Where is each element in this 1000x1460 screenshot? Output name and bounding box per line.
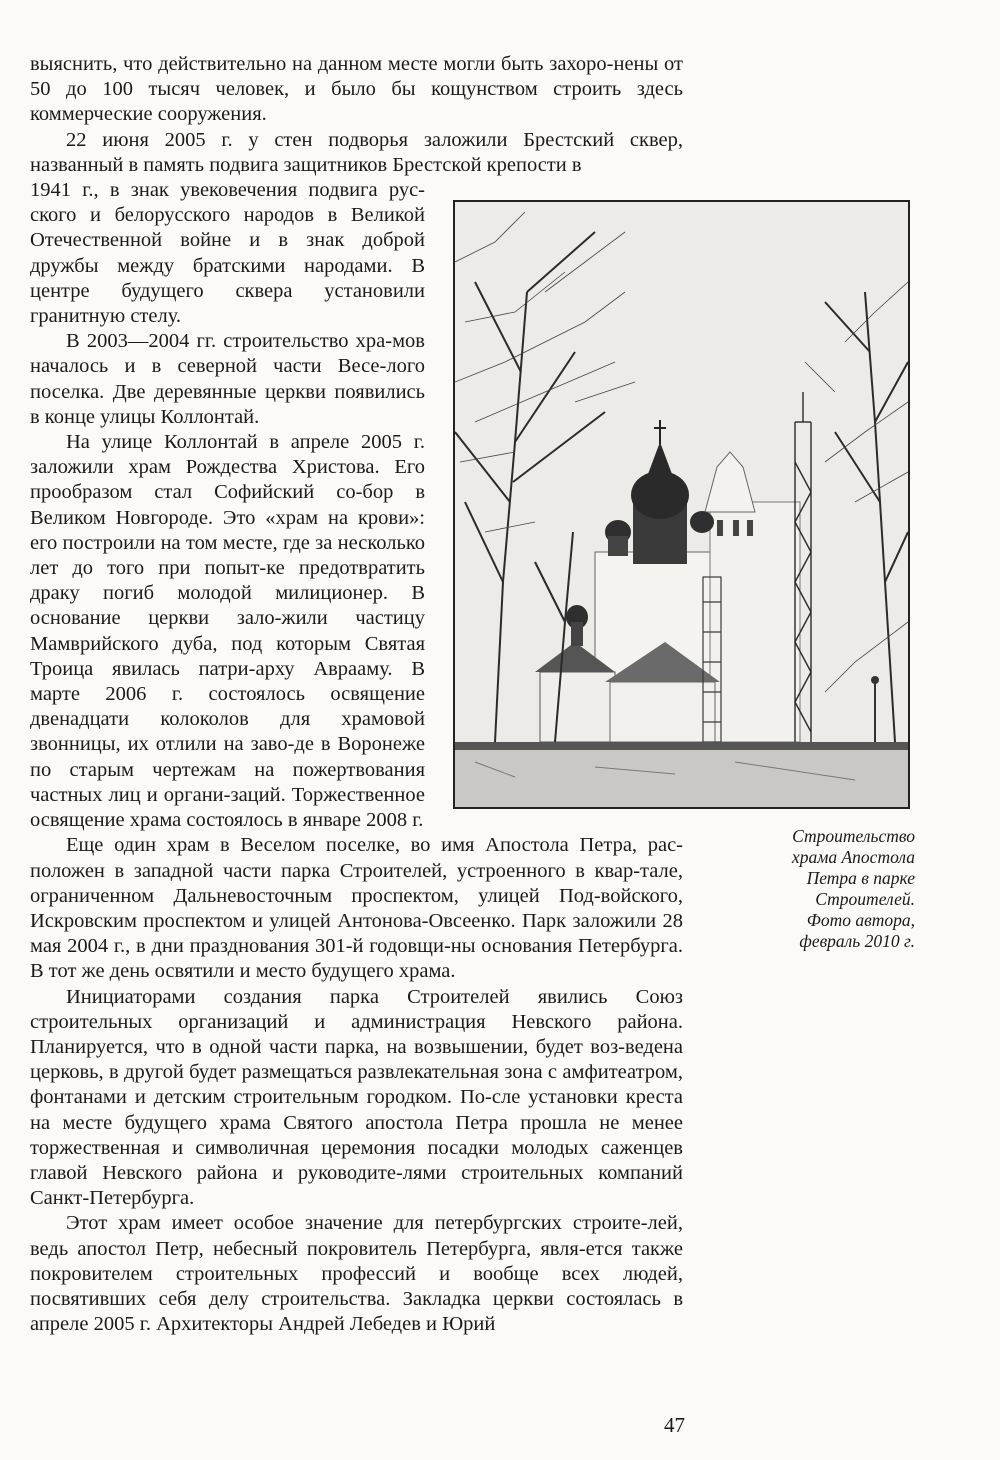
caption-line: храма Апостола xyxy=(791,847,915,867)
paragraph-1: выяснить, что действительно на данном месте могли быть захоро-нены от 50 до 100 тысяч человек, и было бы кощунством строить здесь коммерческие сооружения. xyxy=(30,53,683,126)
paragraph-5: Еще один храм в Веселом поселке, во имя Апостола Петра, рас-положен в западной части парка Строителей, устроенного в квар-тале, ограниченном Дальневосточным проспектом, улицей Под-войского, Искровским проспектом и улицей Антонова-Овсеенко. Парк заложили 28 мая 2004 г., в дни празднования 301-й годовщи-ны основания Петербурга. В тот же день освятили и место будущего храма. xyxy=(30,834,683,983)
photo-illustration xyxy=(455,202,908,807)
paragraph-2-full-width: 22 июня 2005 г. у стен подворья заложили Брестский сквер, названный в память подвига защитников Брестской крепости в xyxy=(30,128,683,176)
caption-line: Строительство xyxy=(792,826,915,846)
caption-line: Фото автора, xyxy=(806,910,915,930)
caption-line: Строителей. xyxy=(815,889,915,909)
paragraph-2-narrow: 1941 г., в знак увековечения подвига рус-ского и белорусского народов в Великой Отечественной войне и в знак доброй дружбы между братскими народами. В центре будущего сквера установили гранитную стелу. xyxy=(30,179,425,328)
photo-caption xyxy=(700,826,915,952)
page-number: 47 xyxy=(664,1413,685,1437)
caption-line: Петра в парке xyxy=(806,868,915,888)
paragraph-4: На улице Коллонтай в апреле 2005 г. заложили храм Рождества Христова. Его прообразом стал Софийский со-бор в Великом Новгороде. Это «храм на крови»: его построили на том месте, где за несколько лет до того при попыт-ке предотвратить драку погиб молодой милиционер. В основание церкви зало-жили частицу Мамврийского дуба, под которым Святая Троица явилась патри-арху Аврааму. В марте 2006 г. состоялось освящение двенадцати колоколов для храмовой звонницы, их отлили на заво-де в Воронеже по старым чертежам на пожертвования частных лиц и органи-заций. Торжественное освящение храма состоялось в январе 2008 г. xyxy=(30,431,425,832)
paragraph-3: В 2003—2004 гг. строительство хра-мов началось и в северной части Весе-лого поселка. Две деревянные церкви появились в конце улицы Коллонтай. xyxy=(30,330,425,428)
paragraph-6: Инициаторами создания парка Строителей явились Союз строительных организаций и администрация Невского района. Планируется, что в одной части парка, на возвышении, будет воз-ведена церковь, в другой будет размещаться развлекательная зона с амфитеатром, фонтанами и детским строительным городком. По-сле установки креста на месте будущего храма Святого апостола Петра прошла не менее торжественная и символичная церемония посадки молодых саженцев главой Невского района и руководите-лями строительных компаний Санкт-Петербурга. xyxy=(30,985,683,1210)
church-construction-photo xyxy=(453,200,910,809)
paragraph-7: Этот храм имеет особое значение для петербургских строите-лей, ведь апостол Петр, небесный покровитель Петербурга, явля-ется также покровителем строительных профессий и вообще всех людей, посвятивших себя делу строительства. Закладка церкви состоялась в апреле 2005 г. Архитекторы Андрей Лебедев и Юрий xyxy=(30,1212,683,1336)
caption-line: февраль 2010 г. xyxy=(799,931,915,951)
